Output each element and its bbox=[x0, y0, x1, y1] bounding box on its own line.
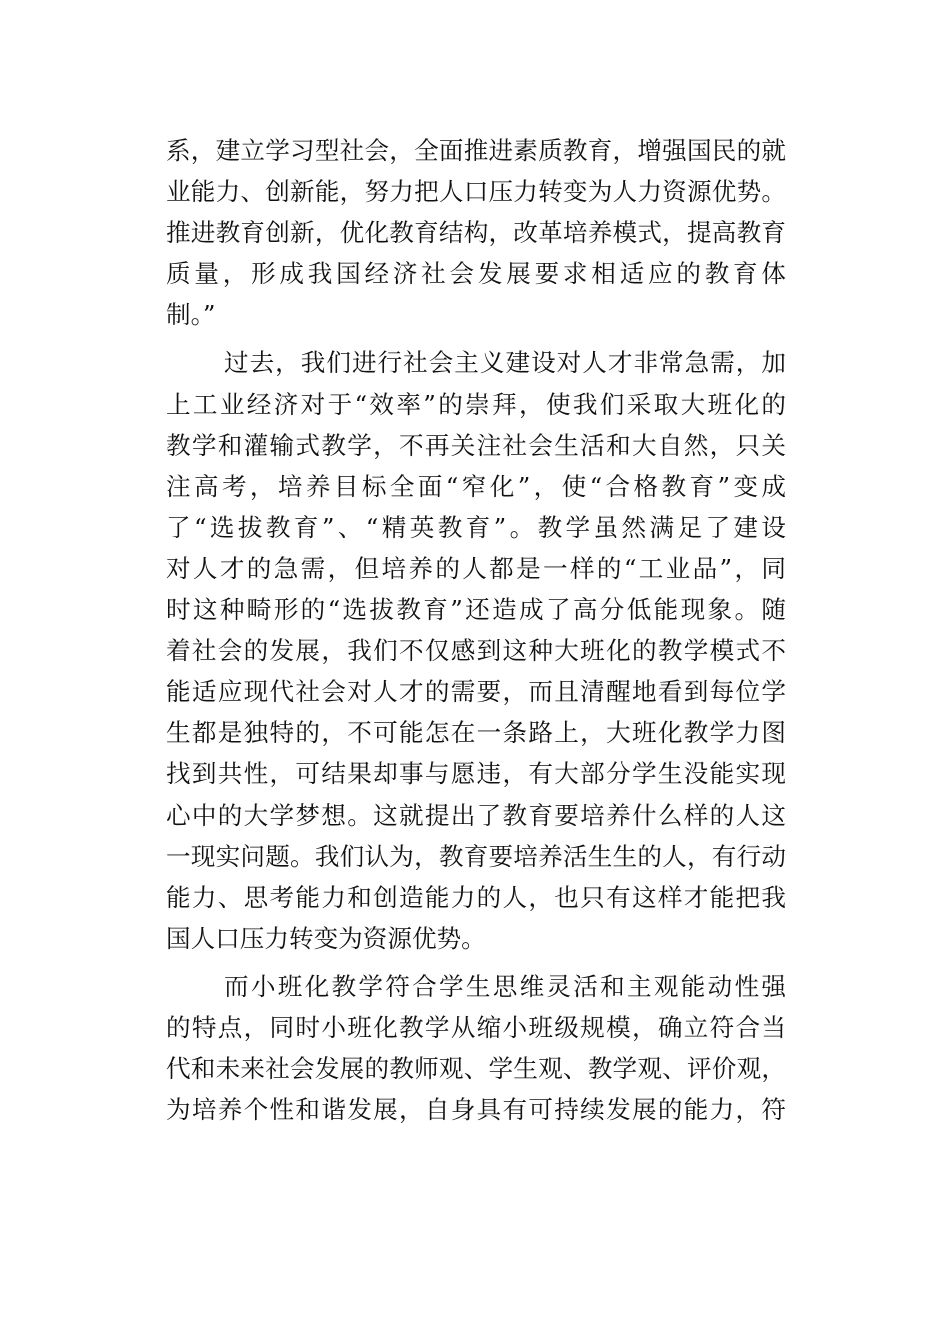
text-line: 注高考，培养目标全面“窄化”，使“合格教育”变成 bbox=[166, 471, 786, 501]
text-line: 而小班化教学符合学生思维灵活和主观能动性强 bbox=[224, 971, 786, 1001]
text-line: 一现实问题。我们认为，教育要培养活生生的人，有行动 bbox=[166, 841, 786, 871]
text-line: 生都是独特的，不可能怎在一条路上，大班化教学力图 bbox=[166, 718, 786, 748]
text-line: 对人才的急需，但培养的人都是一样的“工业品”，同 bbox=[166, 553, 786, 583]
text-line: 业能力、创新能，努力把人口压力转变为人力资源优势。 bbox=[166, 177, 786, 207]
text-line: 国人口压力转变为资源优势。 bbox=[166, 923, 486, 953]
paragraph-gap bbox=[166, 335, 786, 342]
paragraph-gap bbox=[166, 959, 786, 966]
text-line: 上工业经济对于“效率”的崇拜，使我们采取大班化的 bbox=[166, 389, 786, 419]
text-line: 能力、思考能力和创造能力的人，也只有这样才能把我 bbox=[166, 882, 786, 912]
text-line: 了“选拔教育”、“精英教育”。教学虽然满足了建设 bbox=[166, 512, 786, 542]
text-line: 过去，我们进行社会主义建设对人才非常急需，加 bbox=[224, 348, 786, 378]
text-line: 着社会的发展，我们不仅感到这种大班化的教学模式不 bbox=[166, 636, 786, 666]
text-line: 代和未来社会发展的教师观、学生观、教学观、评价观， bbox=[166, 1054, 786, 1084]
text-line: 能适应现代社会对人才的需要，而且清醒地看到每位学 bbox=[166, 677, 786, 707]
text-line: 时这种畸形的“选拔教育”还造成了高分低能现象。随 bbox=[166, 595, 786, 625]
text-line: 为培养个性和谐发展，自身具有可持续发展的能力，符 bbox=[166, 1095, 786, 1125]
text-line: 的特点，同时小班化教学从缩小班级规模，确立符合当 bbox=[166, 1012, 786, 1042]
text-line: 心中的大学梦想。这就提出了教育要培养什么样的人这 bbox=[166, 800, 786, 830]
text-line: 系，建立学习型社会，全面推进素质教育，增强国民的就 bbox=[166, 136, 786, 165]
text-line: 找到共性，可结果却事与愿违，有大部分学生没能实现 bbox=[166, 759, 786, 789]
text-line: 制。” bbox=[166, 300, 216, 330]
text-line: 推进教育创新，优化教育结构，改革培养模式，提高教育 bbox=[166, 218, 786, 248]
text-line: 质量，形成我国经济社会发展要求相适应的教育体 bbox=[166, 259, 786, 289]
body-text bbox=[166, 130, 786, 1130]
text-line: 教学和灌输式教学，不再关注社会生活和大自然，只关 bbox=[166, 430, 786, 460]
